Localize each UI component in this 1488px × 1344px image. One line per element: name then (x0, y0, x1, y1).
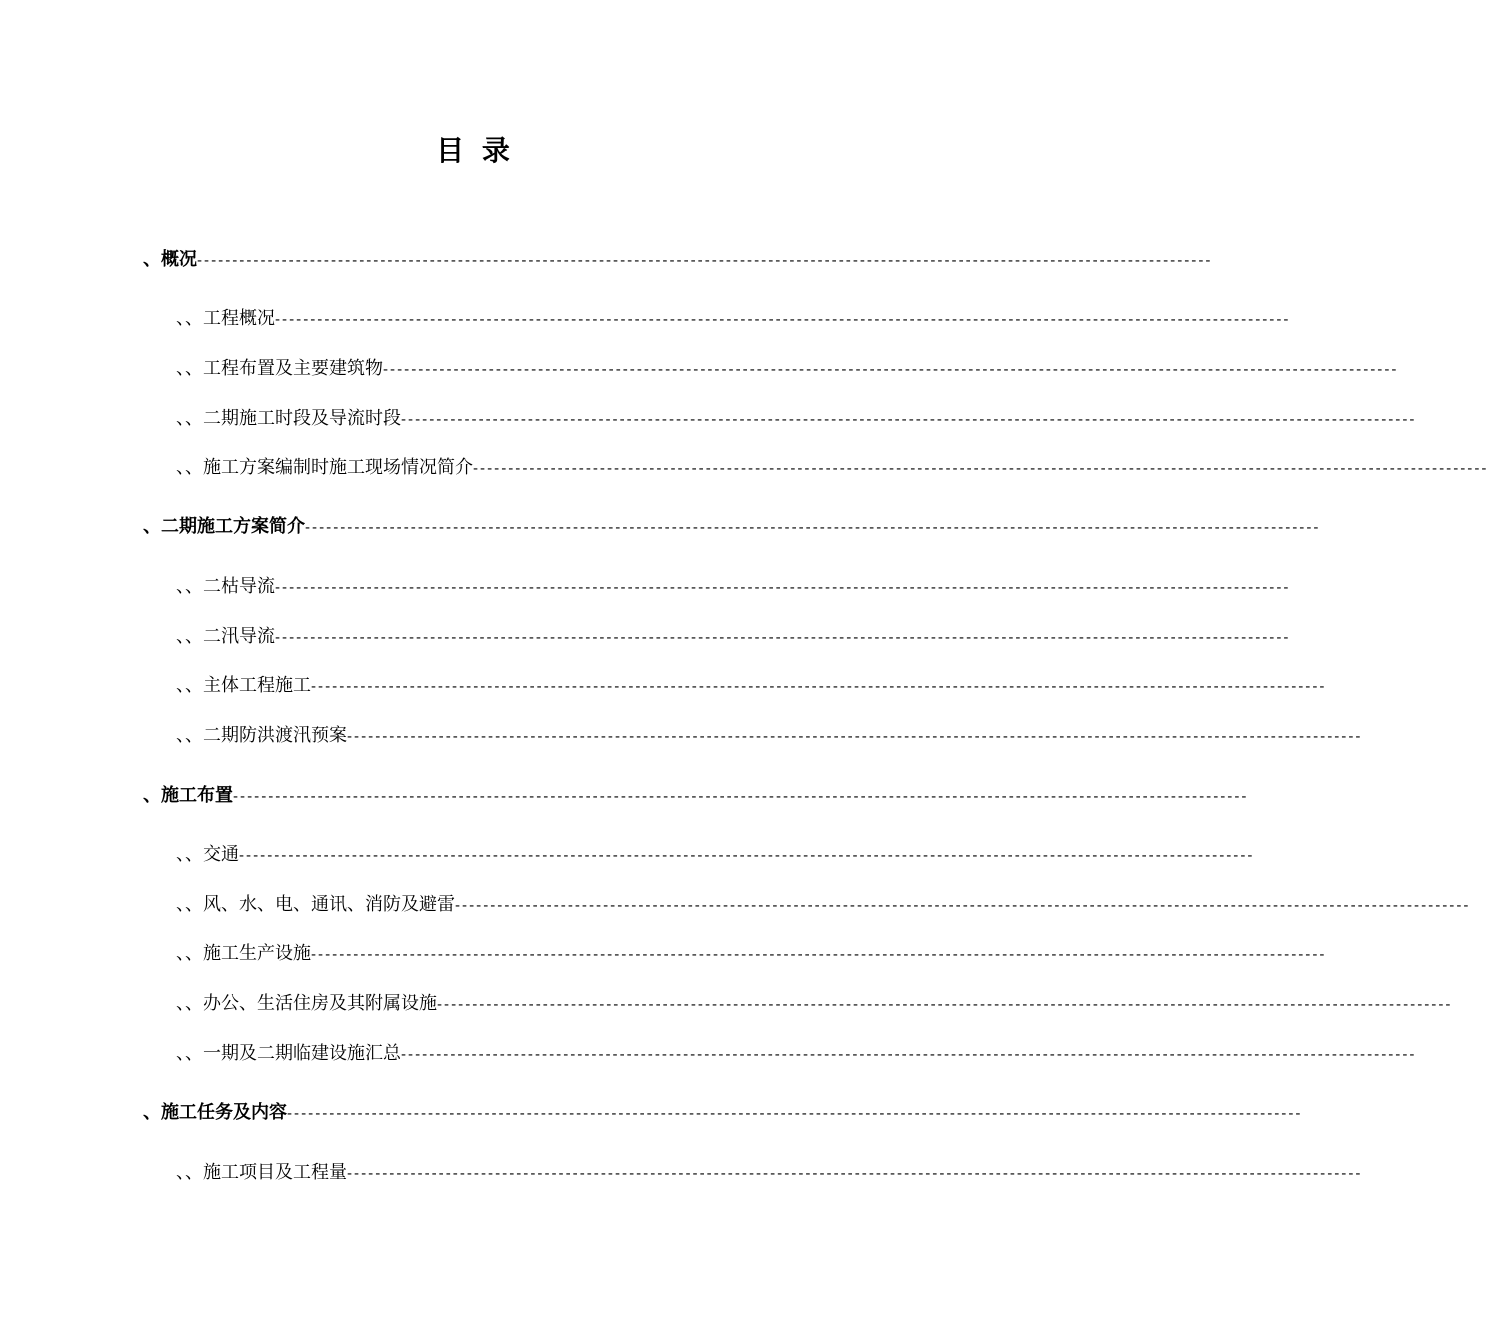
entry-prefix: 、、 (176, 358, 203, 379)
entry-prefix: 、、 (176, 725, 203, 746)
dot-leader: ------------------------------------------------------------------------------------------------------------------------------------------------ (275, 580, 1291, 596)
entry-title: 工程概况 (203, 308, 275, 329)
entry-prefix: 、 (143, 249, 161, 270)
dot-leader: ------------------------------------------------------------------------------------------------------------------------------------------------ (455, 898, 1471, 914)
dot-leader: ------------------------------------------------------------------------------------------------------------------------------------------------ (311, 947, 1327, 963)
entry-prefix: 、、 (176, 943, 203, 964)
dot-leader: ------------------------------------------------------------------------------------------------------------------------------------------------ (287, 1106, 1303, 1122)
dot-leader: ------------------------------------------------------------------------------------------------------------------------------------------------ (197, 253, 1213, 269)
dot-leader: ------------------------------------------------------------------------------------------------------------------------------------------------ (437, 997, 1453, 1013)
entry-prefix: 、、 (176, 308, 203, 329)
dot-leader: ------------------------------------------------------------------------------------------------------------------------------------------------ (239, 848, 1255, 864)
dot-leader: ------------------------------------------------------------------------------------------------------------------------------------------------ (383, 362, 1399, 378)
toc-entry-section[interactable] (176, 941, 1327, 967)
dot-leader: ------------------------------------------------------------------------------------------------------------------------------------------------ (233, 789, 1249, 805)
entry-title: 二期施工时段及导流时段 (203, 408, 401, 429)
entry-title: 二枯导流 (203, 576, 275, 597)
entry-prefix: 、 (143, 1102, 161, 1123)
entry-prefix: 、、 (176, 626, 203, 647)
entry-title: 二期防洪渡汛预案 (203, 725, 347, 746)
dot-leader: ------------------------------------------------------------------------------------------------------------------------------------------------ (347, 1166, 1363, 1182)
entry-title: 二期施工方案简介 (161, 516, 305, 537)
entry-prefix: 、、 (176, 675, 203, 696)
toc-entry-section[interactable] (176, 306, 1291, 332)
entry-title: 工程布置及主要建筑物 (203, 358, 383, 379)
dot-leader: ------------------------------------------------------------------------------------------------------------------------------------------------ (311, 679, 1327, 695)
toc-entry-section[interactable] (176, 356, 1399, 382)
entry-prefix: 、、 (176, 457, 203, 478)
entry-prefix: 、、 (176, 1162, 203, 1183)
entry-prefix: 、 (143, 516, 161, 537)
toc-entry-chapter[interactable] (143, 247, 1213, 273)
dot-leader: ------------------------------------------------------------------------------------------------------------------------------------------------ (275, 630, 1291, 646)
entry-title: 施工布置 (161, 785, 233, 806)
entry-prefix: 、、 (176, 408, 203, 429)
toc-entry-section[interactable] (176, 842, 1255, 868)
page-title: 目 录 (436, 134, 514, 167)
toc-entry-section[interactable] (176, 406, 1417, 432)
dot-leader: ------------------------------------------------------------------------------------------------------------------------------------------------ (305, 520, 1321, 536)
toc-entry-chapter[interactable] (143, 783, 1249, 809)
toc-entry-chapter[interactable] (143, 514, 1321, 540)
entry-prefix: 、、 (176, 993, 203, 1014)
entry-title: 施工任务及内容 (161, 1102, 287, 1123)
entry-prefix: 、、 (176, 1043, 203, 1064)
toc-entry-section[interactable] (176, 455, 1488, 481)
entry-title: 施工项目及工程量 (203, 1162, 347, 1183)
entry-title: 交通 (203, 844, 239, 865)
dot-leader: ------------------------------------------------------------------------------------------------------------------------------------------------ (401, 412, 1417, 428)
entry-prefix: 、 (143, 785, 161, 806)
entry-title: 概况 (161, 249, 197, 270)
dot-leader: ------------------------------------------------------------------------------------------------------------------------------------------------ (473, 461, 1488, 477)
toc-entry-section[interactable] (176, 574, 1291, 600)
entry-title: 施工生产设施 (203, 943, 311, 964)
toc-entry-section[interactable] (176, 991, 1453, 1017)
entry-title: 二汛导流 (203, 626, 275, 647)
entry-title: 风、水、电、通讯、消防及避雷 (203, 894, 455, 915)
entry-title: 主体工程施工 (203, 675, 311, 696)
toc-entry-section[interactable] (176, 673, 1327, 699)
entry-prefix: 、、 (176, 894, 203, 915)
toc-entry-section[interactable] (176, 1160, 1363, 1186)
toc-entry-section[interactable] (176, 1041, 1417, 1067)
entry-prefix: 、、 (176, 844, 203, 865)
entry-prefix: 、、 (176, 576, 203, 597)
dot-leader: ------------------------------------------------------------------------------------------------------------------------------------------------ (275, 312, 1291, 328)
entry-title: 施工方案编制时施工现场情况简介 (203, 457, 473, 478)
toc-entry-section[interactable] (176, 892, 1471, 918)
entry-title: 一期及二期临建设施汇总 (203, 1043, 401, 1064)
toc-entry-section[interactable] (176, 723, 1363, 749)
dot-leader: ------------------------------------------------------------------------------------------------------------------------------------------------ (347, 729, 1363, 745)
toc-entry-section[interactable] (176, 624, 1291, 650)
entry-title: 办公、生活住房及其附属设施 (203, 993, 437, 1014)
toc-entry-chapter[interactable] (143, 1100, 1303, 1126)
dot-leader: ------------------------------------------------------------------------------------------------------------------------------------------------ (401, 1047, 1417, 1063)
